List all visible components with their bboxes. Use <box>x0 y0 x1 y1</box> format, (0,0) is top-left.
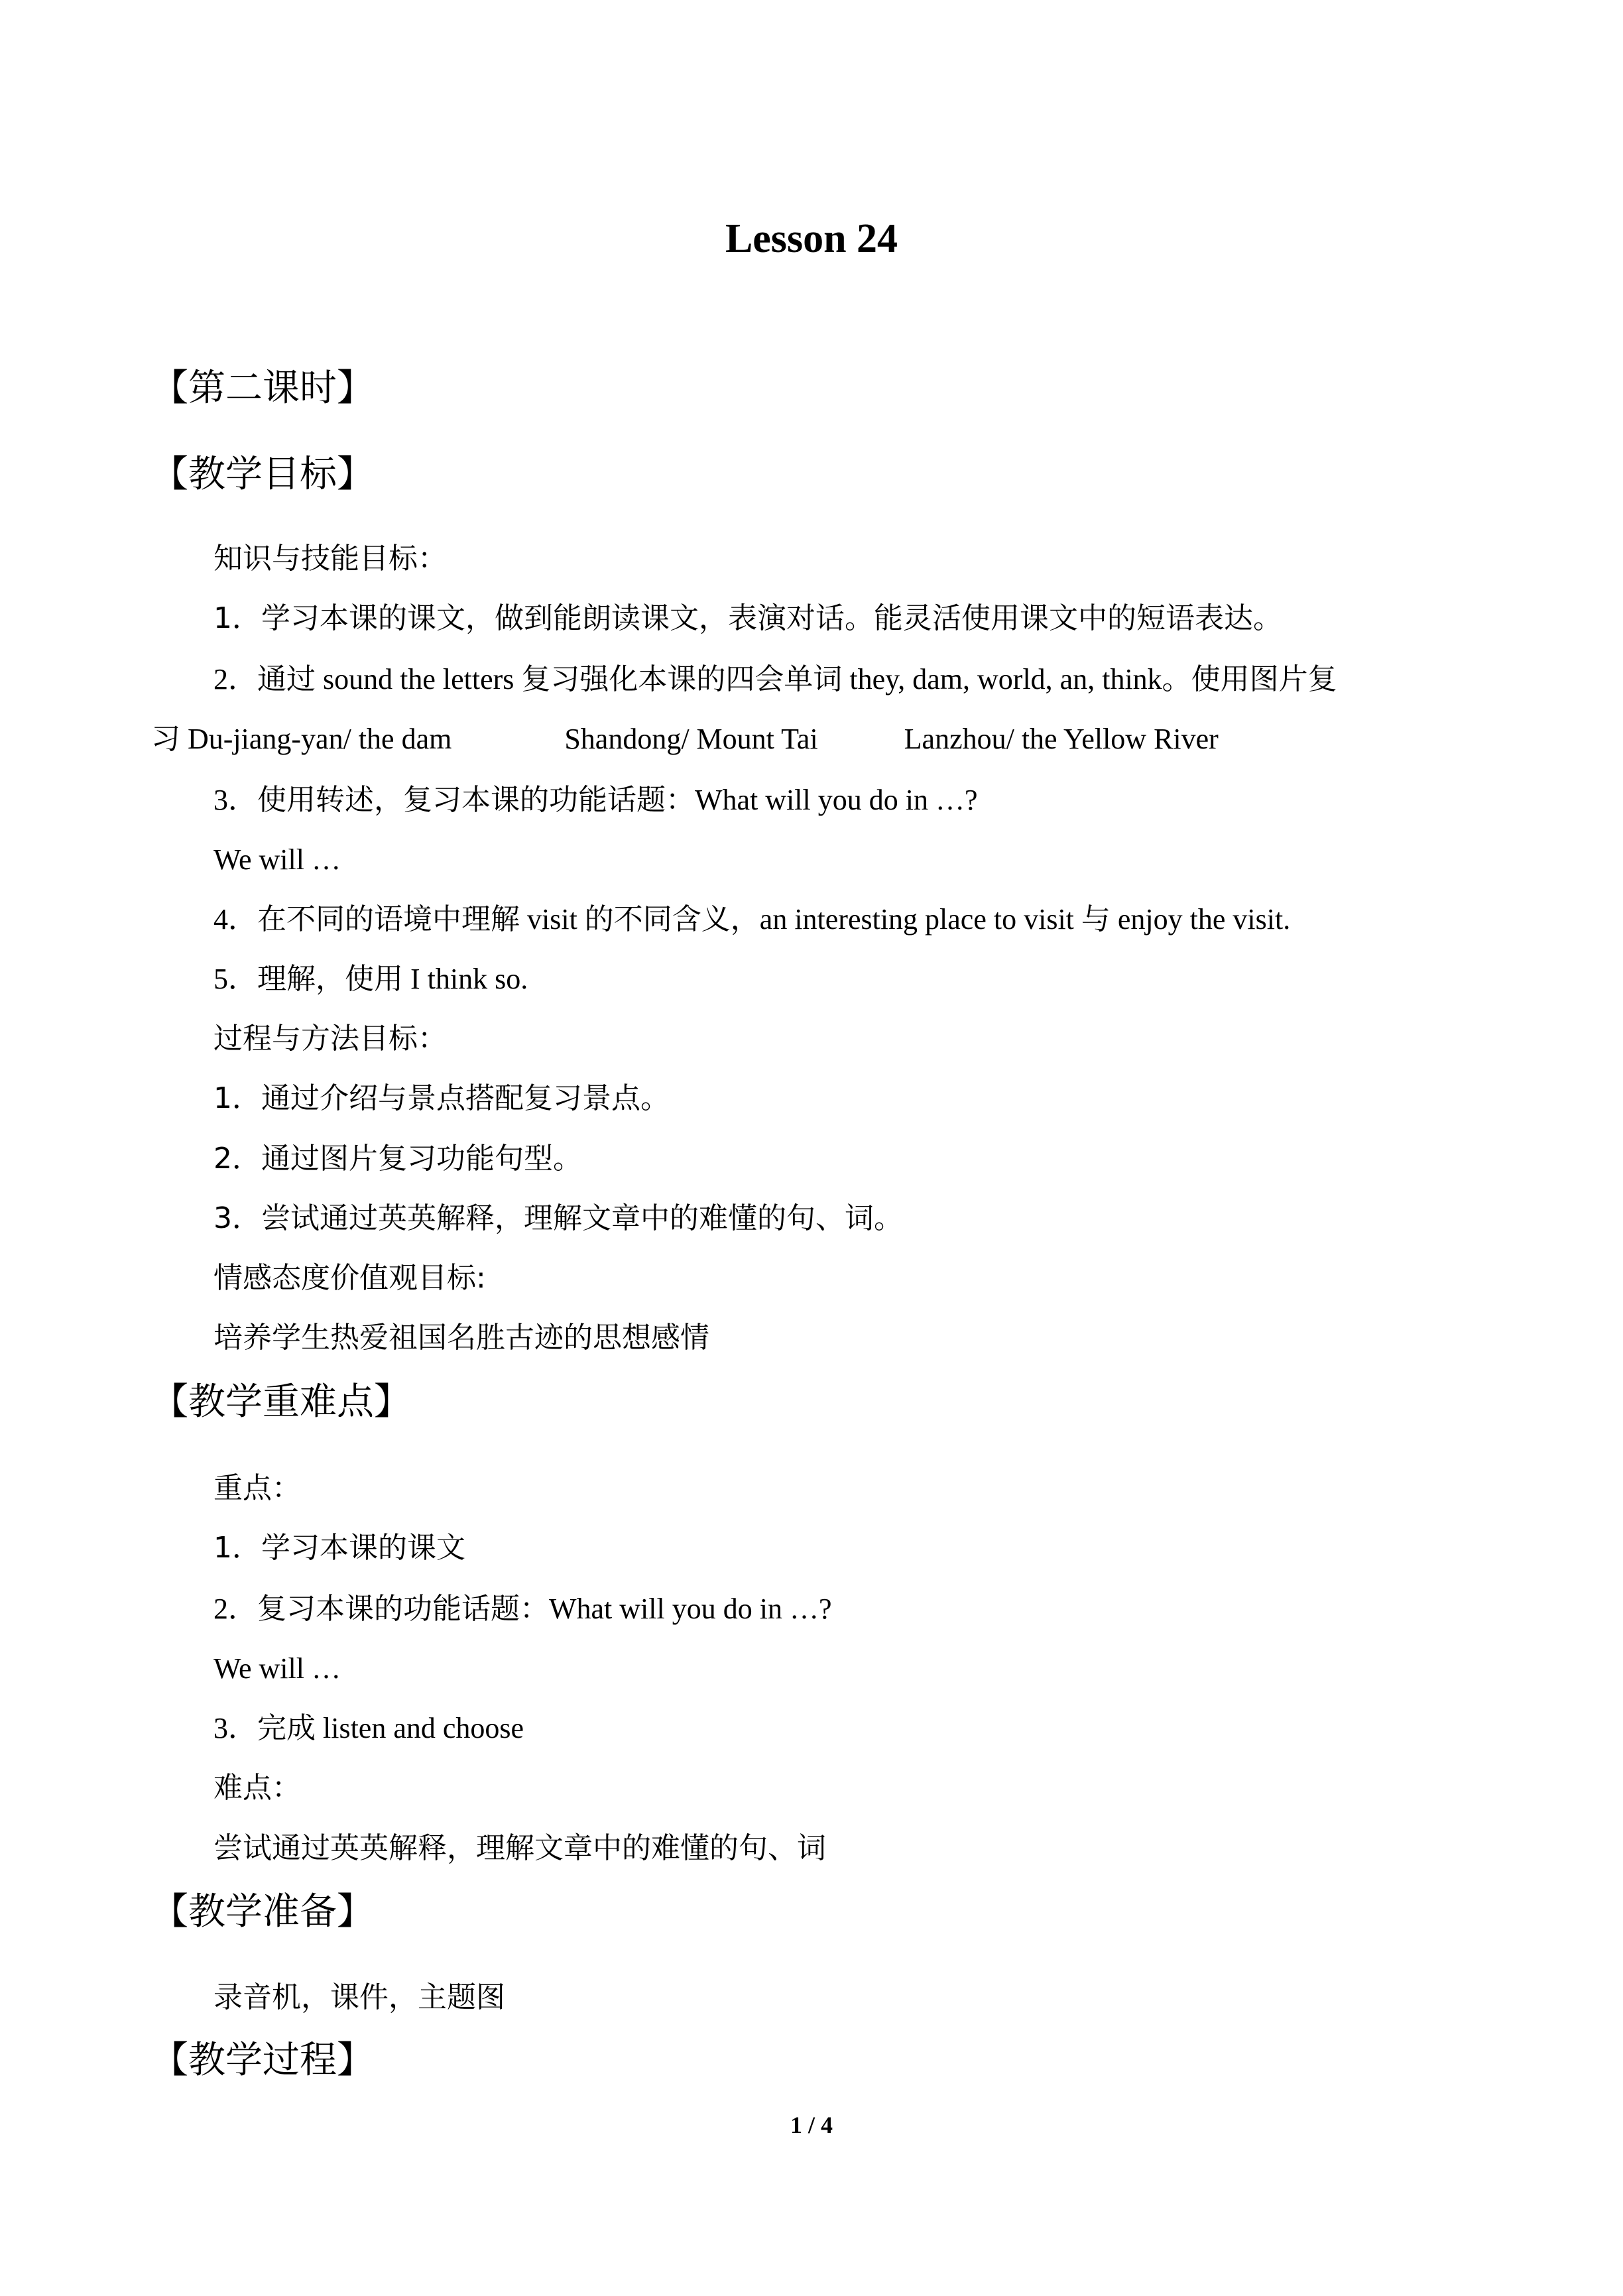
difficulty-label: 难点： <box>213 1771 301 1805</box>
objective-k5: 5．理解，使用 I think so. <box>213 963 528 995</box>
objective-k3: 3．使用转述，复习本课的功能话题：What will you do in …? <box>213 784 978 816</box>
objective-p1: 1．通过介绍与景点搭配复习景点。 <box>213 1081 670 1115</box>
heading-preparation: 【教学准备】 <box>151 1890 374 1933</box>
focus-f2-cont: We will … <box>213 1652 341 1685</box>
k2-place-2: Shandong/ Mount Tai <box>564 723 818 755</box>
objective-k1: 1．学习本课的课文，做到能朗读课文，表演对话。能灵活使用课文中的短语表达。 <box>213 601 1282 635</box>
emotion-label: 情感态度价值观目标: <box>213 1261 486 1295</box>
focus-label: 重点： <box>213 1471 301 1505</box>
k2-place-1: 习 Du-jiang-yan/ the dam <box>151 723 452 755</box>
objective-k3-cont: We will … <box>213 843 341 876</box>
heading-key-points: 【教学重难点】 <box>151 1380 411 1423</box>
objective-p2: 2．通过图片复习功能句型。 <box>213 1142 582 1176</box>
page-title: Lesson 24 <box>725 216 898 261</box>
heading-objectives: 【教学目标】 <box>151 453 374 496</box>
page-number: 1 / 4 <box>790 2112 833 2138</box>
difficulty-d1: 尝试通过英英解释，理解文章中的难懂的句、词 <box>213 1831 826 1865</box>
k2-place-3: Lanzhou/ the Yellow River <box>904 723 1219 755</box>
knowledge-label: 知识与技能目标： <box>213 542 447 575</box>
preparation-items: 录音机，课件，主题图 <box>213 1980 505 2014</box>
objective-p3: 3．尝试通过英英解释，理解文章中的难懂的句、词。 <box>213 1201 903 1235</box>
focus-f1: 1．学习本课的课文 <box>213 1531 465 1565</box>
heading-period: 【第二课时】 <box>151 367 374 410</box>
objective-e1: 培养学生热爱祖国名胜古迹的思想感情 <box>213 1321 709 1355</box>
objective-k2-line1: 2．通过 sound the letters 复习强化本课的四会单词 they, dam, world, an, think。使用图片复 <box>213 663 1337 695</box>
focus-f2: 2．复习本课的功能话题：What will you do in …? <box>213 1593 832 1625</box>
objective-k2-line2 <box>151 719 1219 759</box>
heading-process: 【教学过程】 <box>151 2039 374 2082</box>
process-label: 过程与方法目标： <box>213 1022 447 1056</box>
objective-k4: 4．在不同的语境中理解 visit 的不同含义，an interesting place to visit 与 enjoy the visit. <box>213 903 1291 936</box>
focus-f3: 3．完成 listen and choose <box>213 1712 524 1744</box>
